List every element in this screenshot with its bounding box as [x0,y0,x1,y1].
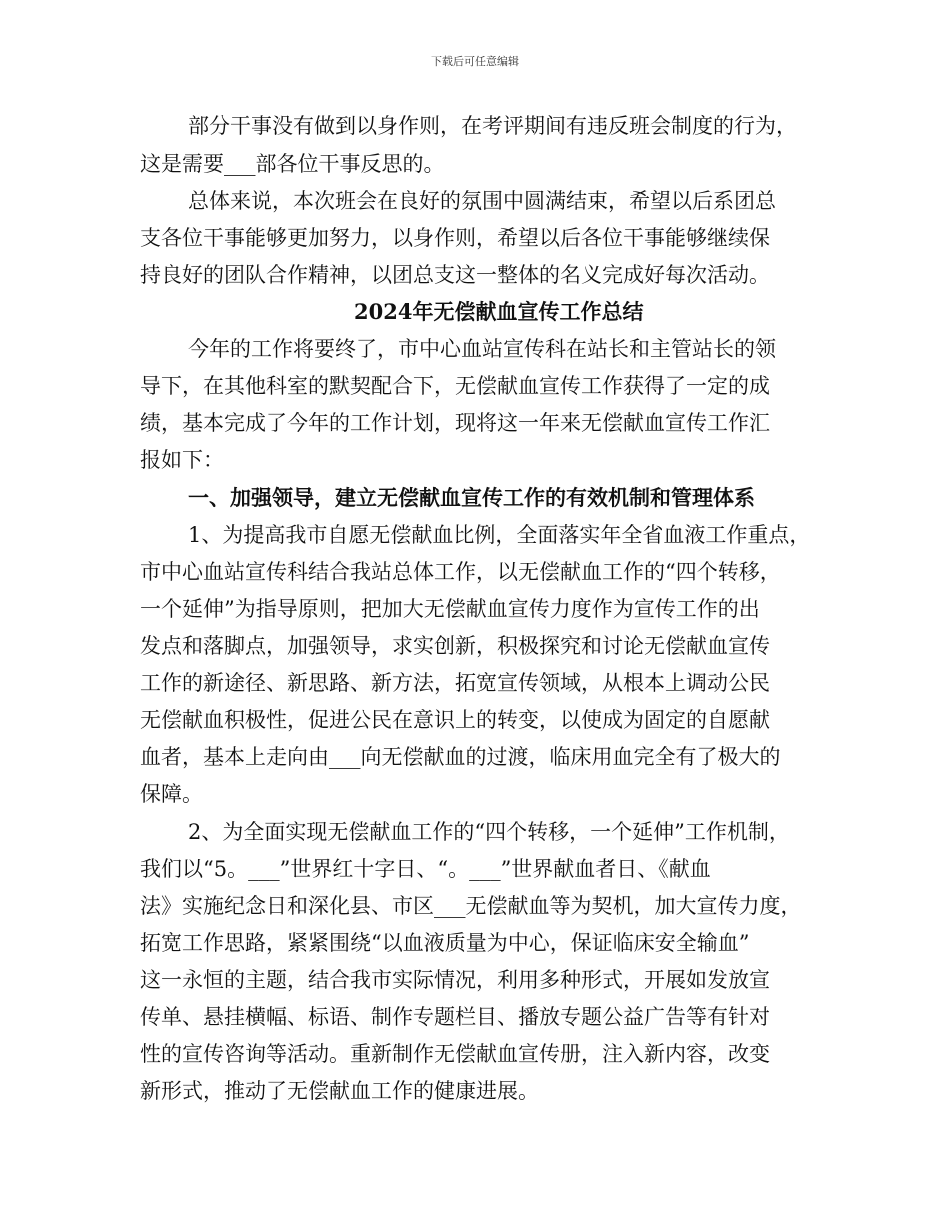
body-line: 导下，在其他科室的默契配合下，无偿献血宣传工作获得了一定的成 [140,374,770,398]
section-heading: 一、加强领导，建立无偿献血宣传工作的有效机制和管理体系 [188,485,755,510]
body-line: 新形式，推动了无偿献血工作的健康进展。 [140,1079,539,1103]
body-line: 报如下： [140,448,224,472]
body-line: 这是需要___部各位干事反思的。 [140,152,445,176]
body-line: 工作的新途径、新思路、新方法，拓宽宣传领域，从根本上调动公民 [140,671,770,695]
body-line: 绩，基本完成了今年的工作计划，现将这一年来无偿献血宣传工作汇 [140,411,770,435]
body-line: 今年的工作将要终了，市中心血站宣传科在站长和主管站长的领 [188,337,776,361]
body-line: 支各位干事能够更加努力，以身作则，希望以后各位干事能够继续保 [140,226,770,250]
page-header: 下载后可任意编辑 [431,55,519,68]
body-line: 法》实施纪念日和深化县、市区___无偿献血等为契机，加大宣传力度， [140,894,802,918]
section-title: 2024年无偿献血宣传工作总结 [354,299,644,324]
body-line: 我们以“5。___”世界红十字日、“。___”世界献血者日、《献血 [140,857,711,881]
body-line: 发点和落脚点，加强领导，求实创新，积极探究和讨论无偿献血宣传 [140,634,770,658]
body-line: 无偿献血积极性，促进公民在意识上的转变，以使成为固定的自愿献 [140,708,770,732]
body-line: 保障。 [140,782,203,806]
body-line: 血者，基本上走向由___向无偿献血的过渡，临床用血完全有了极大的 [140,745,781,769]
body-line: 持良好的团队合作精神，以团总支这一整体的名义完成好每次活动。 [140,263,770,287]
body-line: 传单、悬挂横幅、标语、制作专题栏目、播放专题公益广告等有针对 [140,1005,770,1029]
body-line: 总体来说，本次班会在良好的氛围中圆满结束，希望以后系团总 [188,189,776,213]
body-line: 拓宽工作思路，紧紧围绕“以血液质量为中心，保证临床安全输血” [140,931,750,955]
body-line: 1、为提高我市自愿无偿献血比例，全面落实年全省血液工作重点， [188,523,811,547]
body-line: 市中心血站宣传科结合我站总体工作，以无偿献血工作的“四个转移， [140,560,781,584]
body-line: 这一永恒的主题，结合我市实际情况，利用多种形式，开展如发放宣 [140,968,770,992]
body-line: 部分干事没有做到以身作则，在考评期间有违反班会制度的行为， [188,114,797,138]
body-line: 2、为全面实现无偿献血工作的“四个转移，一个延伸”工作机制， [188,820,790,844]
body-line: 性的宣传咨询等活动。重新制作无偿献血宣传册，注入新内容，改变 [140,1042,770,1066]
body-line: 一个延伸”为指导原则，把加大无偿献血宣传力度作为宣传工作的出 [140,597,760,621]
